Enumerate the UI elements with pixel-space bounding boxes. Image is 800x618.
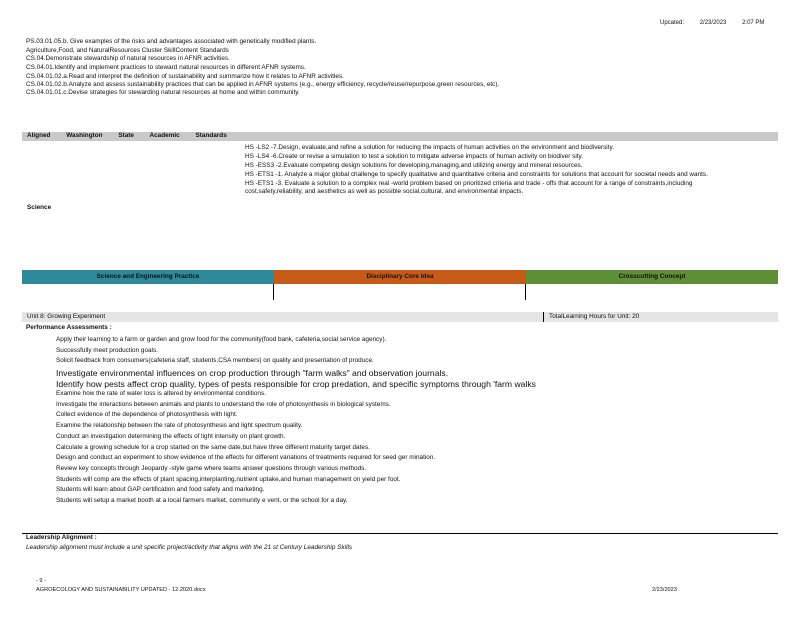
assessment-text: Investigate the interactions between animals and plants to understand the role of photosynthesis in biological systems. (56, 400, 391, 408)
assessment-item (36, 454, 756, 465)
assessment-item (36, 411, 756, 422)
footer-doc: AGROECOLOGY AND SUSTAINABILITY UPDATED - 12.2020.docx (36, 587, 206, 593)
assessment-text: Calculate a growing schedule for a crop started on the same date,but have three different maturity target dates. (56, 443, 370, 451)
assessment-item (36, 401, 756, 412)
assessment-list (36, 336, 756, 508)
hours-label: TotalLearning Hours for Unit: (549, 313, 631, 320)
standard-line: CS.04.01.01.c.Devise strategies for stewarding natural resources at home and within community. (26, 89, 300, 97)
assessment-text: Design and conduct an experiment to show evidence of the effects for different variations of treatments required for seed ger mination. (56, 454, 436, 462)
assessment-item (36, 465, 756, 476)
assessment-item (36, 390, 756, 401)
aligned-header-word: Academic (149, 132, 180, 139)
band-core-idea: Disciplinary Core Idea (274, 270, 526, 284)
standard-line: PS.03.01.05.b. Give examples of the risks and advantages associated with genetically modified plants. (26, 38, 317, 45)
aligned-header-word: Standards (195, 132, 227, 139)
assessment-item (36, 357, 756, 368)
hs-standard: HS -LS4 -6.Create or revise a simulation to test a solution to mitigate adverse impacts of human activity on biodiver sity. (245, 153, 584, 160)
standard-line: Agriculture,Food, and NaturalResources Cluster SkillContent Standards (26, 46, 229, 54)
page-number: - 9 - (36, 578, 46, 584)
updated-date: 2/23/2023 (699, 20, 727, 26)
assessment-item (36, 497, 756, 508)
assessment-item (36, 433, 756, 444)
unit-divider (543, 312, 544, 322)
column-divider (525, 284, 526, 300)
hs-standard: HS -ETS1 -3. Evaluate a solution to a complex real -world problem based on prioritized criteria and trade - offs that account for a range of constraints,including cost,safety,reliability, and aesthetics as well as possible social,cultural, and environmental impacts. (245, 180, 693, 195)
leadership-label: Leadership Alignment : (26, 534, 97, 541)
assessment-text: Apply their learning to a farm or garden and grow food for the community(food bank, cafeteria,social service agency). (56, 336, 387, 343)
hs-standards (245, 144, 745, 197)
unit-title: Unit 8: Growing Experiment (27, 313, 106, 320)
assessment-text: Collect evidence of the dependence of photosynthesis with light. (56, 411, 238, 419)
band-practice: Science and Engineering Practice (22, 270, 274, 284)
assessment-item (36, 422, 756, 433)
unit-header (22, 312, 778, 322)
assessment-text: Review key concepts through Jeopardy -style game where teams answer questions through various methods. (56, 464, 367, 472)
assessment-item (36, 486, 756, 497)
assessment-item (36, 336, 756, 347)
assessment-item (36, 476, 756, 487)
assessment-item (36, 379, 756, 390)
column-divider (273, 284, 274, 300)
hours-value: 20 (632, 313, 640, 320)
performance-label: Performance Assessments : (26, 324, 112, 331)
updated-label: Upcated: (660, 20, 685, 26)
standard-line: CS.04.01.02.b.Analyze and assess sustainability practices that can be applied in AFNR systems (e.g., energy efficiency, recycle/reuse/repurpose,green resources, etc). (26, 81, 500, 89)
assessment-text: Students will learn about GAP certification and food safety and marketing. (56, 486, 265, 494)
assessment-text: Investigate environmental influences on crop production through "farm walks" and observation journals. (56, 368, 449, 379)
assessment-item (36, 368, 756, 379)
unit-hours (549, 313, 639, 321)
assessment-text: Students will comp are the effects of plant spacing,interplanting,nutrient uptake,and human management on yield per foot. (56, 475, 401, 483)
assessment-item (36, 347, 756, 358)
dimension-bands (22, 270, 778, 284)
hs-standard: HS -ESS3 -2.Evaluate competing design solutions for developing,managing,and utilizing energy and mineral resources. (245, 162, 583, 169)
standard-line: CS.04.01.02.a.Read and interpret the definition of sustainability and summarize how it relates to AFNR activities. (26, 72, 344, 80)
standard-line: CS.04.Demonstrate stewardship of natural resources in AFNR activities. (26, 55, 230, 63)
assessment-text: Examine the relationship between the rate of photosynthesis and light spectrum quality. (56, 422, 303, 430)
science-label: Science (27, 204, 52, 211)
hs-standard: HS -ETS1 -1. Analyze a major global challenge to specify qualitative and quantitative criteria and constraints for solutions that account for societal needs and wants. (245, 171, 708, 178)
band-crosscutting: Crosscutting Concept (526, 270, 778, 284)
aligned-header-word: Aligned (27, 132, 51, 139)
standard-line: CS.04.01.Identify and implement practices to steward natural resources in different AFNR systems. (26, 64, 306, 72)
updated-time: 2:07 PM (742, 20, 765, 26)
assessment-item (36, 444, 756, 455)
leadership-text: Leadership alignment must include a unit specific project/activity that aligns with the 21 st Century Leadership Skills (26, 544, 353, 551)
assessment-text: Examine how the rate of water loss is altered by environmental conditions. (56, 390, 266, 398)
assessment-text: Solicit feedback from consumers(cafeteria staff, students,CSA members) on quality and presentation of produce. (56, 357, 374, 365)
assessment-text: Successfully meet production goals. (56, 346, 158, 354)
aligned-header-word: Washington (66, 132, 103, 139)
aligned-standards-header (22, 132, 778, 141)
footer-date: 2/23/2023 (652, 587, 677, 593)
assessment-text: Students will setup a market booth at a local farmers market, community e vent, or the school for a day. (56, 496, 348, 504)
aligned-header-word: State (118, 132, 134, 139)
hs-standard: HS -LS2 -7.Design, evaluate,and refine a solution for reducing the impacts of human activities on the environment and biodiversity. (245, 144, 614, 151)
updated-stamp (660, 20, 778, 28)
assessment-text: Identify how pests affect crop quality, types of pests responsible for crop predation, and specific symptoms through 'farm walks (56, 379, 536, 390)
assessment-text: Conduct an investigation determining the effects of light intensity on plant growth. (56, 432, 286, 440)
standards-block (26, 38, 746, 98)
section-rule (22, 533, 778, 534)
